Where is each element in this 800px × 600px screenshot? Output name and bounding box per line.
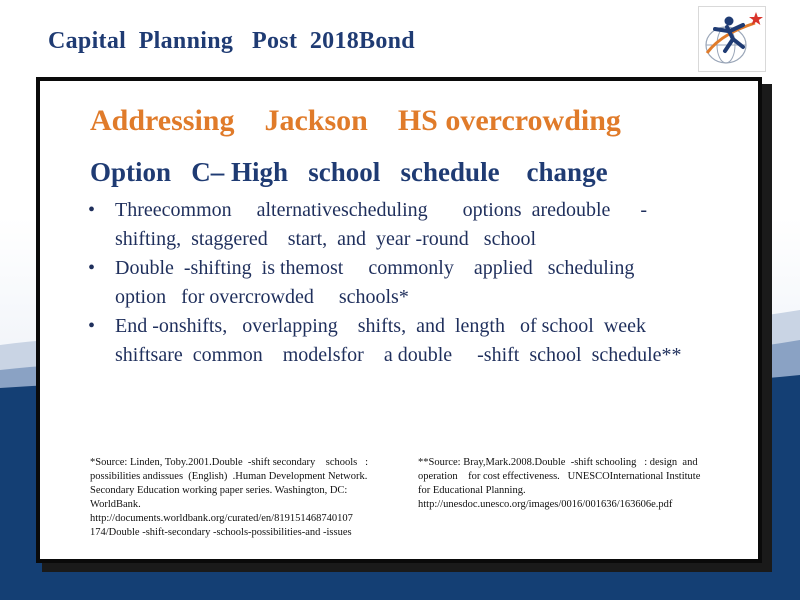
bullet-item bbox=[88, 312, 758, 370]
source-citation-right bbox=[418, 456, 738, 512]
bullet-item bbox=[88, 196, 758, 254]
bullet-line: shiftsare common modelsfor a double -shift school schedule** bbox=[115, 344, 682, 366]
citation-line: for Educational Planning. bbox=[418, 485, 526, 496]
bullet-dot: • bbox=[88, 199, 96, 221]
slide-subheading: Option C– High school schedule change bbox=[90, 157, 608, 187]
citation-url-line: http://unesdoc.unesco.org/images/0016/001636/163606e.pdf bbox=[418, 499, 673, 510]
bullet-line: option for overcrowded schools* bbox=[115, 286, 409, 308]
bullet-line: shifting, staggered start, and year -round school bbox=[115, 228, 537, 250]
bullet-line: End -onshifts, overlapping shifts, and length of school week bbox=[115, 315, 647, 337]
runner-globe-star-icon bbox=[699, 7, 765, 71]
bullet-item bbox=[88, 254, 758, 312]
citation-line: WorldBank. bbox=[90, 499, 141, 510]
citation-line: Secondary Education working paper series. Washington, DC: bbox=[90, 485, 348, 496]
logo bbox=[698, 6, 766, 72]
bullet-line: Double -shifting is themost commonly applied scheduling bbox=[115, 257, 635, 279]
citation-line: **Source: Bray,Mark.2008.Double -shift schooling : design and bbox=[418, 457, 698, 468]
citation-url-line: 174/Double -shift-secondary -schools-possibilities-and -issues bbox=[90, 527, 352, 538]
bullet-dot: • bbox=[88, 257, 96, 279]
source-citation-left bbox=[90, 456, 405, 540]
bullet-line: Threecommon alternativescheduling options aredouble - bbox=[115, 199, 648, 221]
slide-heading: Addressing Jackson HS overcrowding bbox=[90, 104, 621, 137]
slide-header-title: Capital Planning Post 2018Bond bbox=[48, 28, 415, 54]
citation-line: *Source: Linden, Toby.2001.Double -shift secondary schools : bbox=[90, 457, 369, 468]
bullet-list bbox=[88, 196, 758, 370]
citation-line: possibilities andissues (English) .Human Development Network. bbox=[90, 471, 368, 482]
citation-line: operation for cost effectiveness. UNESCOInternational Institute bbox=[418, 471, 701, 482]
citation-url-line: http://documents.worldbank.org/curated/en/819151468740107 bbox=[90, 513, 353, 524]
bullet-dot: • bbox=[88, 315, 96, 337]
